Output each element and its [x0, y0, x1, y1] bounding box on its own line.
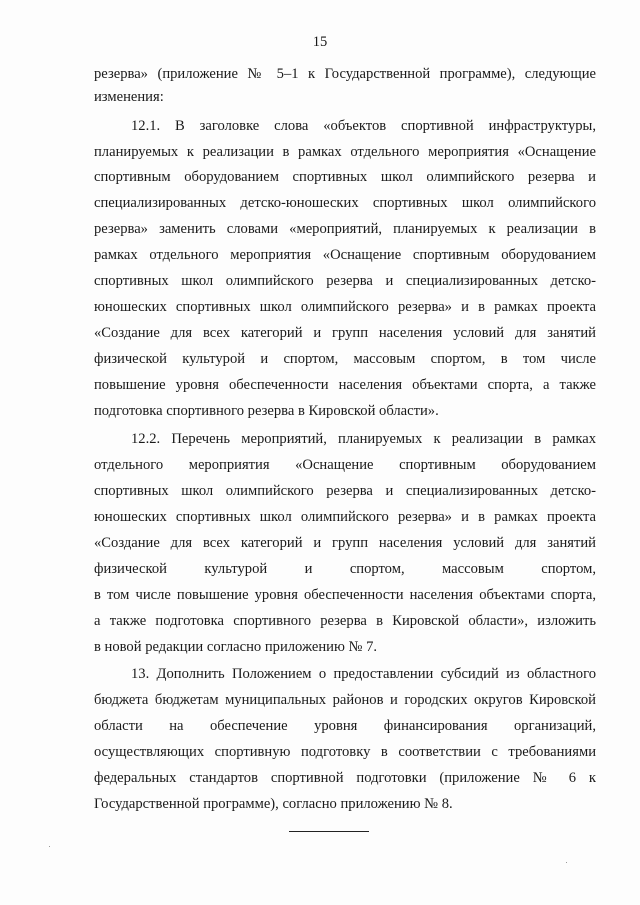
text-line: федеральных стандартов спортивной подготовки (приложение № 6 к — [94, 770, 596, 786]
text-line: резерва» заменить словами «мероприятий, планируемых к реализации в — [94, 221, 596, 237]
text-line: планируемых к реализации в рамках отдельного мероприятия «Оснащение — [94, 144, 596, 160]
scan-speck — [566, 862, 567, 863]
text-line: резерва» (приложение № 5–1 к Государственной программе), следующие — [94, 66, 596, 82]
text-line: спортивным оборудованием спортивных школ олимпийского резерва и — [94, 169, 596, 185]
text-line: а также подготовка спортивного резерва в Кировской области», изложить — [94, 613, 596, 629]
text-line: спортивных школ олимпийского резерва и специализированных детско- — [94, 273, 596, 289]
text-line: подготовка спортивного резерва в Кировской области». — [94, 403, 439, 419]
text-line: в том числе повышение уровня обеспеченности населения объектами спорта, — [94, 587, 596, 603]
text-line: Государственной программе), согласно приложению № 8. — [94, 796, 453, 812]
text-line: специализированных детско-юношеских спортивных школ олимпийского — [94, 195, 596, 211]
text-line: 13. Дополнить Положением о предоставлении субсидий из областного — [131, 666, 596, 682]
text-line: области на обеспечение уровня финансирования организаций, — [94, 718, 596, 734]
text-line: физической культурой и спортом, массовым спортом, в том числе — [94, 351, 596, 367]
text-line: отдельного мероприятия «Оснащение спортивным оборудованием — [94, 457, 596, 473]
text-line: юношеских спортивных школ олимпийского резерва» и в рамках проекта — [94, 299, 596, 315]
text-line: повышение уровня обеспеченности населения объектами спорта, а также — [94, 377, 596, 393]
page-number: 15 — [312, 34, 328, 50]
text-line: 12.2. Перечень мероприятий, планируемых к реализации в рамках — [131, 431, 596, 447]
text-line: «Создание для всех категорий и групп населения условий для занятий — [94, 535, 596, 551]
text-line: «Создание для всех категорий и групп населения условий для занятий — [94, 325, 596, 341]
text-line: в новой редакции согласно приложению № 7. — [94, 639, 378, 655]
text-line: физической культурой и спортом, массовым спортом, — [94, 561, 596, 577]
text-line: осуществляющих спортивную подготовку в соответствии с требованиями — [94, 744, 596, 760]
text-line: 12.1. В заголовке слова «объектов спортивной инфраструктуры, — [131, 118, 596, 134]
text-line: юношеских спортивных школ олимпийского резерва» и в рамках проекта — [94, 509, 596, 525]
scan-speck — [49, 846, 50, 847]
text-line: бюджета бюджетам муниципальных районов и городских округов Кировской — [94, 692, 596, 708]
text-line: рамках отдельного мероприятия «Оснащение спортивным оборудованием — [94, 247, 596, 263]
text-line: спортивных школ олимпийского резерва и специализированных детско- — [94, 483, 596, 499]
text-line: изменения: — [94, 89, 164, 105]
end-separator-line — [289, 831, 369, 832]
